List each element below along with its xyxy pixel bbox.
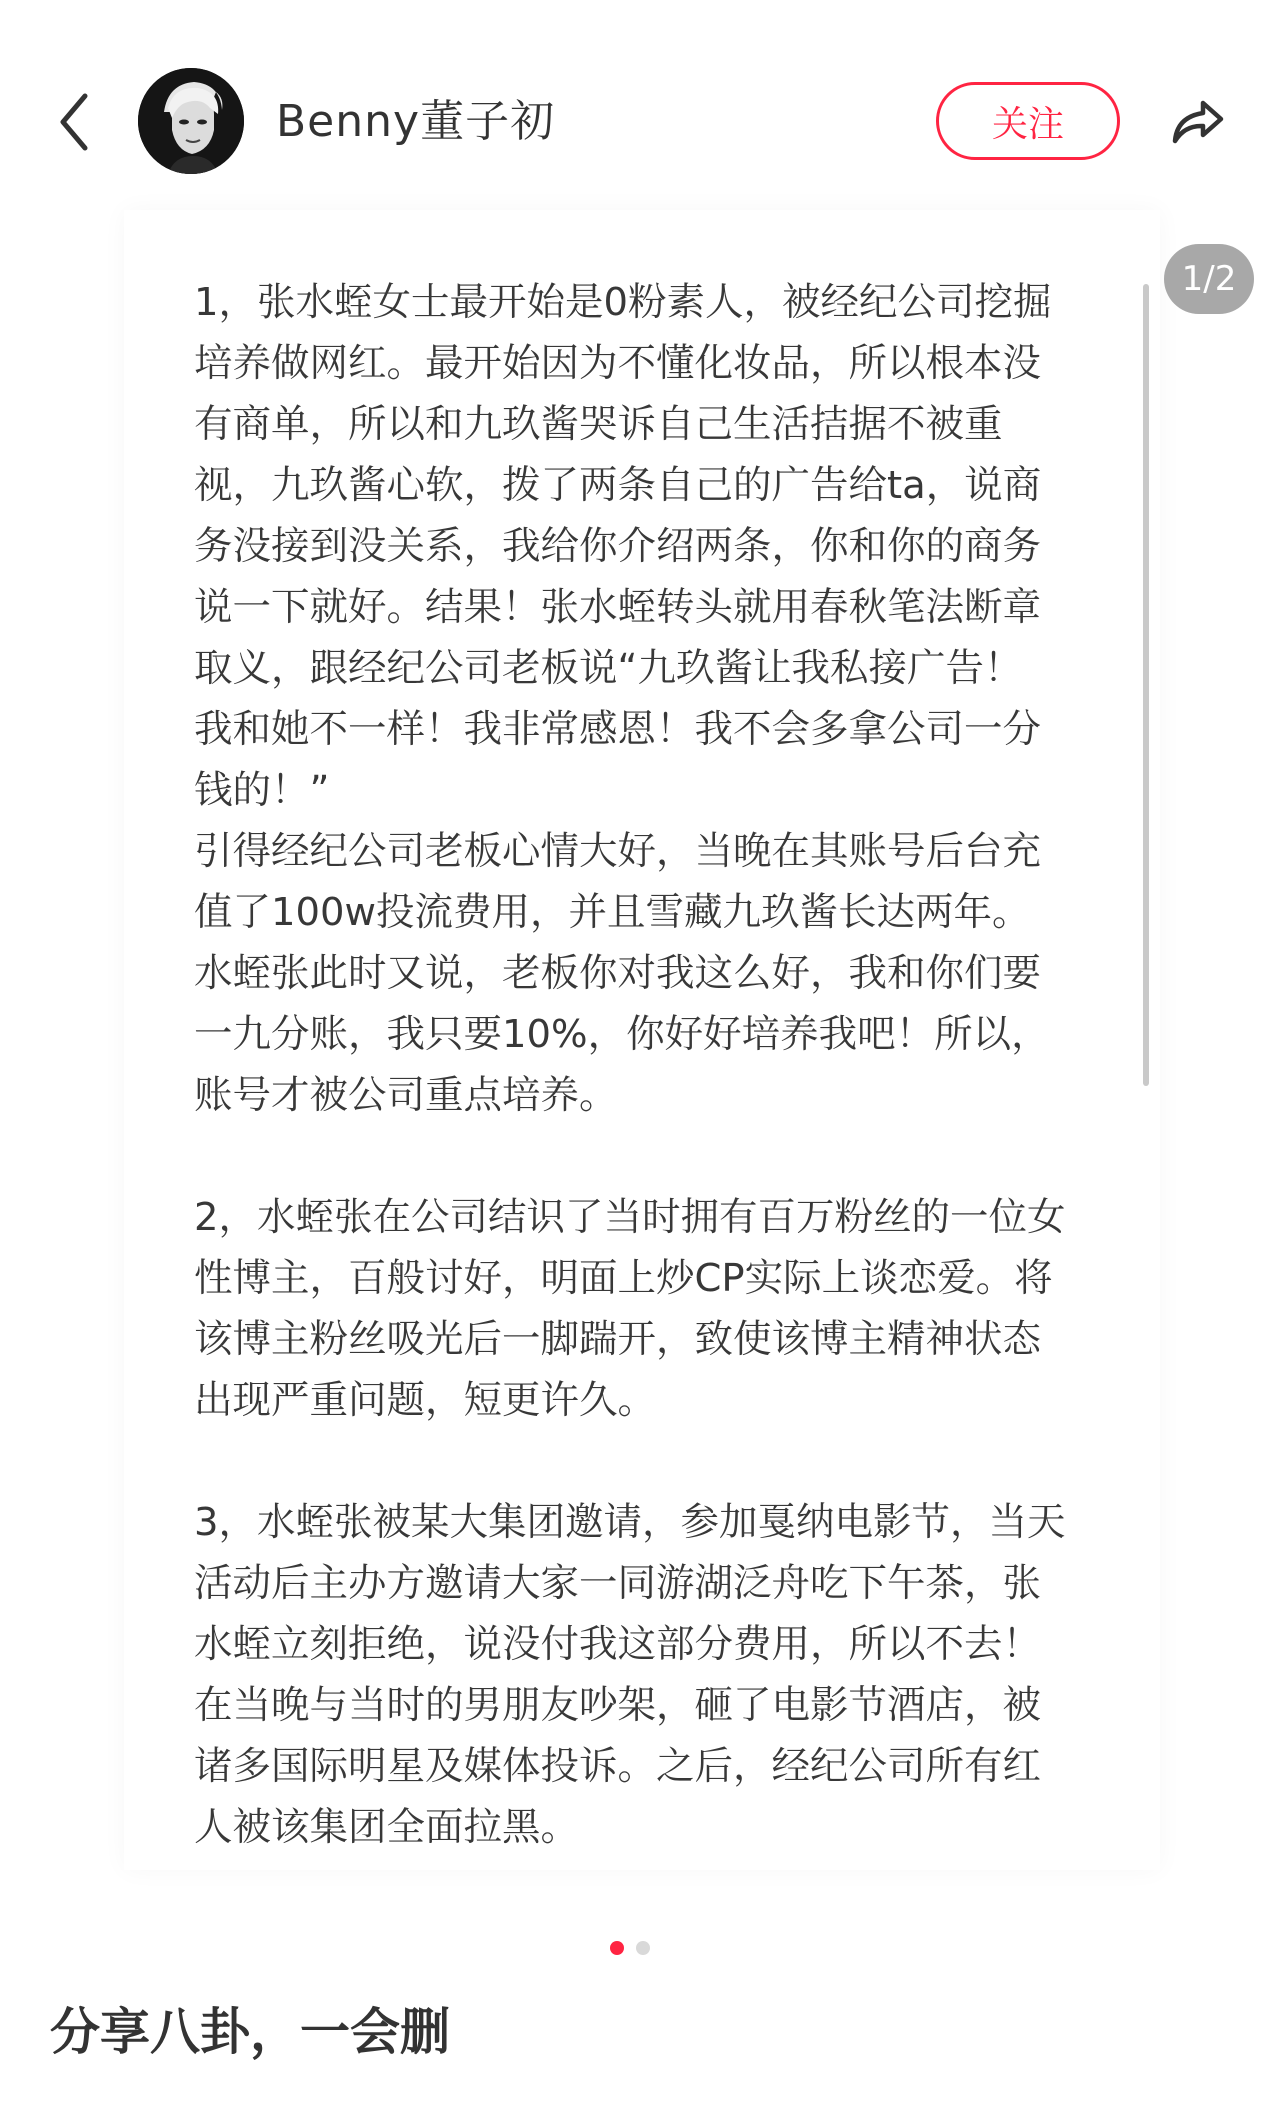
post-header <box>0 0 1284 210</box>
share-arrow-icon <box>1169 97 1227 147</box>
back-button[interactable] <box>48 86 100 158</box>
follow-button[interactable]: 关注 <box>936 82 1120 160</box>
carousel-dot[interactable] <box>636 1941 650 1955</box>
image-scrollbar[interactable] <box>1143 284 1149 1086</box>
avatar-image <box>138 68 244 174</box>
post-title: 分享八卦，一会删 <box>50 2003 450 2061</box>
author-name[interactable]: Benny董子初 <box>276 96 556 147</box>
chevron-left-icon <box>57 92 91 152</box>
share-button[interactable] <box>1160 86 1236 158</box>
carousel-dots <box>610 1941 650 1955</box>
author-avatar[interactable] <box>138 68 244 174</box>
carousel-dot-active[interactable] <box>610 1941 624 1955</box>
post-image-text: 1，张水蛭女士最开始是0粉素人，被经纪公司挖掘 培养做网红。最开始因为不懂化妆品，所以根本没 有商单，所以和九玖酱哭诉自己生活拮据不被重 视，九玖酱心软，拨了两条自己的广告给ta，说商 务没接到没关系，我给你介绍两条，你和你的商务 说一下就好。结果！张水蛭转头就用春秋笔法断章 取义，跟经纪公司老板说“九玖酱让我私接广告！ 我和她不一样！我非常感恩！我不会多拿公司一分 钱的！” 引得经纪公司老板心情大好，当晚在其账号后台充 值了100w投流费用，并且雪藏九玖酱长达两年。 水蛭张此时又说，老板你对我这么好，我和你们要 一九分账，我只要10%，你好好培养我吧！所以， 账号才被公司重点培养。 2，水蛭张在公司结识了当时拥有百万粉丝的一位女 性博主，百般讨好，明面上炒CP实际上谈恋爱。将 该博主粉丝吸光后一脚踹开，致使该博主精神状态 出现严重问题，短更许久。 3，水蛭张被某大集团邀请，参加戛纳电影节，当天 活动后主办方邀请大家一同游湖泛舟吃下午茶，张 水蛭立刻拒绝，说没付我这部分费用，所以不去！ 在当晚与当时的男朋友吵架，砸了电影节酒店，被 诸多国际明星及媒体投诉。之后，经纪公司所有红 人被该集团全面拉黑。 <box>194 280 1066 1850</box>
image-page-counter: 1/2 <box>1164 244 1254 314</box>
